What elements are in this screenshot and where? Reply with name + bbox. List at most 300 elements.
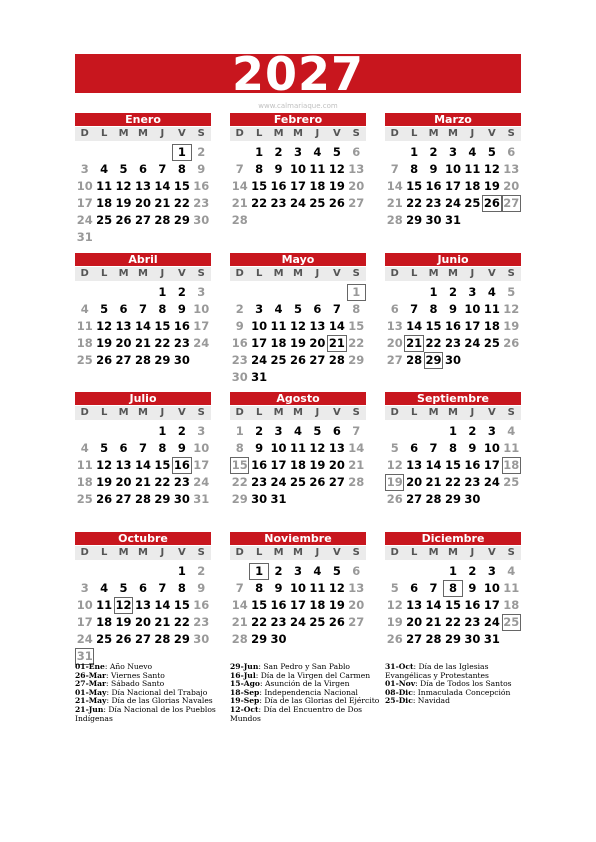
weekday-label: D	[80, 407, 89, 418]
day-cell: 27	[309, 353, 326, 367]
day-cell: 14	[231, 179, 248, 193]
site-url: www.calmariaque.com	[258, 102, 338, 110]
day-cell: 26	[328, 196, 345, 210]
holiday-day-cell: 12	[115, 598, 132, 612]
holiday-date: 21-Jun	[75, 704, 104, 714]
day-cell: 14	[406, 319, 423, 333]
day-cell: 14	[425, 598, 442, 612]
day-cell: 7	[138, 302, 147, 316]
day-cell: 21	[231, 196, 248, 210]
day-cell: 12	[115, 179, 132, 193]
day-cell: 8	[177, 581, 186, 595]
weekday-label: J	[315, 128, 320, 139]
holiday-date: 15-Ago	[230, 679, 260, 689]
day-cell: 2	[274, 564, 283, 578]
day-cell: 2	[468, 564, 477, 578]
weekday-header	[230, 406, 366, 420]
day-grid	[385, 144, 521, 229]
day-cell: 6	[507, 145, 516, 159]
holiday-day-cell: 21	[328, 336, 345, 350]
day-cell: 26	[386, 632, 403, 646]
day-cell: 28	[154, 213, 171, 227]
weekday-label: D	[235, 407, 244, 418]
day-cell: 7	[138, 441, 147, 455]
day-cell: 2	[177, 285, 186, 299]
day-cell: 16	[193, 598, 210, 612]
day-cell: 13	[309, 319, 326, 333]
day-cell: 13	[406, 598, 423, 612]
day-cell: 18	[483, 319, 500, 333]
weekday-label: M	[273, 268, 284, 279]
day-cell: 17	[483, 458, 500, 472]
holiday-date: 01-May	[75, 687, 107, 697]
day-cell: 15	[173, 179, 190, 193]
day-cell: 22	[154, 336, 171, 350]
empty-cell	[385, 144, 404, 161]
holiday-day-cell: 1	[249, 563, 268, 580]
month-enero	[75, 113, 211, 246]
day-cell: 21	[386, 196, 403, 210]
day-cell: 28	[406, 353, 423, 367]
day-cell: 23	[464, 615, 481, 629]
day-cell: 19	[289, 336, 306, 350]
day-cell: 19	[483, 179, 500, 193]
holiday-date: 25-Dic	[385, 696, 413, 706]
holiday-day-cell: 31	[76, 649, 93, 663]
empty-cell	[75, 563, 94, 580]
day-cell: 31	[251, 370, 268, 384]
weekday-header	[230, 267, 366, 281]
empty-cell	[153, 144, 172, 161]
day-cell: 31	[444, 213, 461, 227]
day-cell: 12	[96, 319, 113, 333]
day-cell: 10	[76, 179, 93, 193]
day-cell: 5	[507, 285, 516, 299]
day-cell: 16	[173, 319, 190, 333]
day-cell: 4	[487, 285, 496, 299]
day-cell: 27	[386, 353, 403, 367]
holiday-description: : Año Nuevo	[104, 662, 153, 671]
day-cell: 20	[348, 179, 365, 193]
day-grid	[385, 284, 521, 369]
day-cell: 3	[468, 285, 477, 299]
day-cell: 15	[348, 319, 365, 333]
weekday-label: S	[197, 268, 205, 279]
empty-cell	[114, 563, 133, 580]
day-cell: 26	[96, 492, 113, 506]
day-cell: 23	[270, 196, 287, 210]
day-cell: 23	[464, 475, 481, 489]
day-cell: 18	[270, 336, 287, 350]
day-cell: 18	[96, 615, 113, 629]
day-cell: 6	[352, 564, 361, 578]
day-cell: 16	[231, 336, 248, 350]
day-cell: 27	[328, 475, 345, 489]
day-cell: 11	[309, 581, 326, 595]
day-cell: 7	[158, 162, 167, 176]
holiday-day-cell: 29	[425, 353, 442, 367]
weekday-label: V	[487, 547, 496, 558]
day-cell: 28	[348, 475, 365, 489]
day-cell: 12	[328, 581, 345, 595]
empty-cell	[133, 284, 152, 301]
day-cell: 9	[448, 302, 457, 316]
weekday-label: M	[448, 268, 458, 279]
day-cell: 17	[76, 196, 93, 210]
day-cell: 20	[115, 475, 132, 489]
day-cell: 5	[100, 302, 109, 316]
day-cell: 8	[410, 162, 419, 176]
day-cell: 9	[177, 302, 186, 316]
day-cell: 20	[503, 179, 520, 193]
day-cell: 2	[235, 302, 244, 316]
day-cell: 3	[487, 564, 496, 578]
day-cell: 6	[313, 302, 322, 316]
day-cell: 6	[332, 424, 341, 438]
day-cell: 19	[503, 319, 520, 333]
day-cell: 13	[115, 458, 132, 472]
day-cell: 9	[274, 581, 283, 595]
weekday-label: L	[255, 268, 263, 279]
day-cell: 2	[197, 145, 206, 159]
day-cell: 31	[193, 492, 210, 506]
holiday-description: : Día del Encuentro de Dos Mundos	[230, 704, 363, 723]
month-diciembre	[385, 532, 521, 648]
day-cell: 16	[270, 179, 287, 193]
weekday-label: D	[80, 128, 89, 139]
month-title: Enero	[75, 113, 211, 126]
empty-cell	[75, 144, 94, 161]
day-cell: 10	[76, 598, 93, 612]
day-cell: 23	[251, 475, 268, 489]
holiday-description: : Sábado Santo	[106, 679, 165, 689]
day-grid	[385, 563, 521, 648]
day-cell: 17	[193, 458, 210, 472]
day-cell: 15	[406, 179, 423, 193]
day-cell: 6	[410, 581, 419, 595]
day-cell: 19	[115, 615, 132, 629]
holiday-date: 01-Nov	[385, 679, 416, 689]
day-cell: 10	[289, 162, 306, 176]
day-cell: 27	[406, 492, 423, 506]
holiday-date: 16-Jul	[230, 670, 256, 680]
empty-cell	[75, 284, 94, 301]
day-cell: 23	[193, 196, 210, 210]
day-cell: 3	[293, 564, 302, 578]
day-cell: 5	[390, 581, 399, 595]
weekday-label: D	[390, 407, 399, 418]
day-cell: 24	[76, 632, 93, 646]
day-cell: 12	[289, 319, 306, 333]
day-cell: 6	[390, 302, 399, 316]
day-cell: 28	[231, 213, 248, 227]
day-cell: 11	[483, 302, 500, 316]
day-cell: 10	[193, 302, 210, 316]
day-cell: 19	[386, 615, 403, 629]
day-cell: 22	[173, 196, 190, 210]
day-cell: 16	[193, 179, 210, 193]
holiday-legend-col-1	[75, 663, 225, 723]
day-cell: 12	[328, 162, 345, 176]
day-cell: 30	[193, 213, 210, 227]
holiday-legend-col-3	[385, 663, 535, 706]
day-cell: 16	[464, 598, 481, 612]
holiday-date: 29-Jun	[230, 662, 259, 671]
day-cell: 31	[270, 492, 287, 506]
day-cell: 20	[134, 196, 151, 210]
weekday-label: M	[293, 268, 303, 279]
day-cell: 30	[173, 492, 190, 506]
day-cell: 3	[80, 162, 89, 176]
day-cell: 22	[154, 475, 171, 489]
weekday-label: M	[138, 547, 148, 558]
day-cell: 19	[96, 475, 113, 489]
day-cell: 15	[444, 598, 461, 612]
weekday-label: J	[315, 268, 320, 279]
holiday-day-cell: 8	[443, 580, 462, 597]
day-cell: 23	[270, 615, 287, 629]
day-cell: 14	[425, 458, 442, 472]
empty-cell	[385, 563, 404, 580]
holiday-date: 08-Dic	[385, 687, 413, 697]
weekday-header	[75, 406, 211, 420]
weekday-header	[385, 546, 521, 560]
weekday-label: M	[138, 128, 148, 139]
day-cell: 7	[429, 581, 438, 595]
day-cell: 14	[386, 179, 403, 193]
day-cell: 24	[76, 213, 93, 227]
weekday-label: V	[487, 407, 496, 418]
day-cell: 20	[309, 336, 326, 350]
day-cell: 11	[503, 581, 520, 595]
day-cell: 4	[507, 424, 516, 438]
empty-cell	[114, 423, 133, 440]
day-cell: 8	[255, 581, 264, 595]
day-cell: 26	[115, 632, 132, 646]
day-cell: 14	[134, 319, 151, 333]
weekday-label: M	[273, 547, 284, 558]
day-cell: 10	[464, 302, 481, 316]
weekday-label: D	[390, 268, 399, 279]
weekday-label: M	[293, 547, 303, 558]
weekday-label: S	[197, 547, 205, 558]
day-cell: 15	[444, 458, 461, 472]
day-cell: 26	[309, 475, 326, 489]
holiday-legend-col-2	[230, 663, 380, 723]
weekday-label: L	[410, 268, 418, 279]
weekday-label: M	[428, 547, 439, 558]
day-cell: 30	[251, 492, 268, 506]
day-cell: 11	[289, 441, 306, 455]
day-cell: 28	[328, 353, 345, 367]
day-cell: 24	[251, 353, 268, 367]
holiday-description: : Viernes Santo	[106, 670, 165, 680]
day-cell: 22	[251, 196, 268, 210]
weekday-label: L	[100, 268, 108, 279]
weekday-label: S	[507, 407, 515, 418]
weekday-label: V	[177, 547, 186, 558]
holiday-day-cell: 1	[347, 284, 366, 301]
day-cell: 7	[235, 162, 244, 176]
empty-cell	[230, 563, 249, 580]
holiday-description: : San Pedro y San Pablo	[258, 662, 350, 671]
day-cell: 14	[154, 598, 171, 612]
day-cell: 30	[464, 632, 481, 646]
empty-cell	[385, 284, 404, 301]
day-cell: 4	[100, 581, 109, 595]
day-cell: 15	[251, 179, 268, 193]
day-cell: 16	[444, 319, 461, 333]
weekday-label: D	[235, 128, 244, 139]
day-cell: 17	[251, 336, 268, 350]
day-cell: 5	[119, 581, 128, 595]
year-title: 2027	[231, 47, 365, 101]
weekday-label: M	[428, 268, 439, 279]
weekday-label: S	[352, 407, 360, 418]
holiday-date: 27-Mar	[75, 679, 107, 689]
month-marzo	[385, 113, 521, 229]
day-cell: 10	[444, 162, 461, 176]
day-cell: 9	[429, 162, 438, 176]
day-cell: 21	[154, 196, 171, 210]
weekday-label: L	[100, 407, 108, 418]
weekday-header	[230, 546, 366, 560]
day-cell: 12	[309, 441, 326, 455]
day-cell: 30	[193, 632, 210, 646]
month-febrero	[230, 113, 366, 229]
day-cell: 30	[464, 492, 481, 506]
day-cell: 9	[255, 441, 264, 455]
day-cell: 9	[235, 319, 244, 333]
day-cell: 4	[80, 441, 89, 455]
weekday-label: J	[470, 268, 475, 279]
month-title: Agosto	[230, 392, 366, 405]
day-cell: 24	[464, 336, 481, 350]
day-cell: 11	[96, 598, 113, 612]
holiday-legend-item	[385, 663, 535, 680]
day-cell: 4	[274, 302, 283, 316]
holiday-description: : Inmaculada Concepción	[412, 687, 511, 697]
weekday-label: V	[332, 547, 341, 558]
day-cell: 7	[429, 441, 438, 455]
month-septiembre	[385, 392, 521, 508]
weekday-label: J	[160, 268, 165, 279]
day-cell: 8	[255, 162, 264, 176]
day-grid	[75, 563, 211, 665]
day-cell: 7	[332, 302, 341, 316]
day-cell: 15	[251, 598, 268, 612]
weekday-label: S	[197, 128, 205, 139]
empty-cell	[94, 284, 113, 301]
day-cell: 5	[332, 145, 341, 159]
day-grid	[230, 423, 366, 508]
day-cell: 31	[76, 230, 93, 244]
day-cell: 26	[115, 213, 132, 227]
day-cell: 9	[177, 441, 186, 455]
empty-cell	[404, 284, 423, 301]
day-cell: 17	[193, 319, 210, 333]
weekday-label: J	[470, 547, 475, 558]
day-cell: 3	[197, 285, 206, 299]
day-cell: 5	[332, 564, 341, 578]
day-cell: 28	[425, 492, 442, 506]
day-cell: 17	[444, 179, 461, 193]
month-mayo	[230, 253, 366, 386]
holiday-description: : Independencia Nacional	[259, 687, 358, 697]
day-cell: 6	[119, 441, 128, 455]
day-cell: 21	[425, 475, 442, 489]
day-cell: 25	[309, 196, 326, 210]
day-cell: 6	[352, 145, 361, 159]
empty-cell	[153, 563, 172, 580]
day-cell: 21	[231, 615, 248, 629]
day-cell: 28	[425, 632, 442, 646]
day-cell: 21	[134, 336, 151, 350]
day-cell: 1	[410, 145, 419, 159]
day-cell: 27	[115, 492, 132, 506]
empty-cell	[75, 423, 94, 440]
day-cell: 22	[444, 615, 461, 629]
day-cell: 14	[328, 319, 345, 333]
day-cell: 24	[193, 475, 210, 489]
day-cell: 8	[235, 441, 244, 455]
day-cell: 5	[100, 441, 109, 455]
day-cell: 8	[352, 302, 361, 316]
day-grid	[75, 284, 211, 369]
day-cell: 5	[487, 145, 496, 159]
day-cell: 5	[313, 424, 322, 438]
weekday-label: M	[138, 407, 148, 418]
day-cell: 27	[115, 353, 132, 367]
day-cell: 24	[444, 196, 461, 210]
month-title: Diciembre	[385, 532, 521, 545]
weekday-label: V	[177, 407, 186, 418]
day-cell: 8	[158, 302, 167, 316]
day-cell: 2	[429, 145, 438, 159]
day-cell: 22	[444, 475, 461, 489]
day-cell: 2	[177, 424, 186, 438]
empty-cell	[269, 284, 288, 301]
day-cell: 9	[468, 441, 477, 455]
day-cell: 29	[444, 632, 461, 646]
day-cell: 22	[173, 615, 190, 629]
day-cell: 3	[487, 424, 496, 438]
day-grid	[385, 423, 521, 508]
day-cell: 23	[425, 196, 442, 210]
day-cell: 20	[348, 598, 365, 612]
day-cell: 4	[468, 145, 477, 159]
month-title: Abril	[75, 253, 211, 266]
day-cell: 18	[309, 598, 326, 612]
day-cell: 18	[503, 598, 520, 612]
day-cell: 11	[309, 162, 326, 176]
day-cell: 10	[193, 441, 210, 455]
day-cell: 30	[444, 353, 461, 367]
day-cell: 25	[309, 615, 326, 629]
day-grid	[75, 423, 211, 508]
holiday-date: 21-May	[75, 696, 107, 706]
day-cell: 27	[134, 213, 151, 227]
day-cell: 13	[348, 581, 365, 595]
day-cell: 17	[289, 598, 306, 612]
month-title: Junio	[385, 253, 521, 266]
weekday-label: V	[332, 268, 341, 279]
day-cell: 24	[289, 615, 306, 629]
empty-cell	[133, 144, 152, 161]
weekday-label: M	[428, 128, 439, 139]
weekday-label: D	[80, 268, 89, 279]
day-cell: 4	[507, 564, 516, 578]
